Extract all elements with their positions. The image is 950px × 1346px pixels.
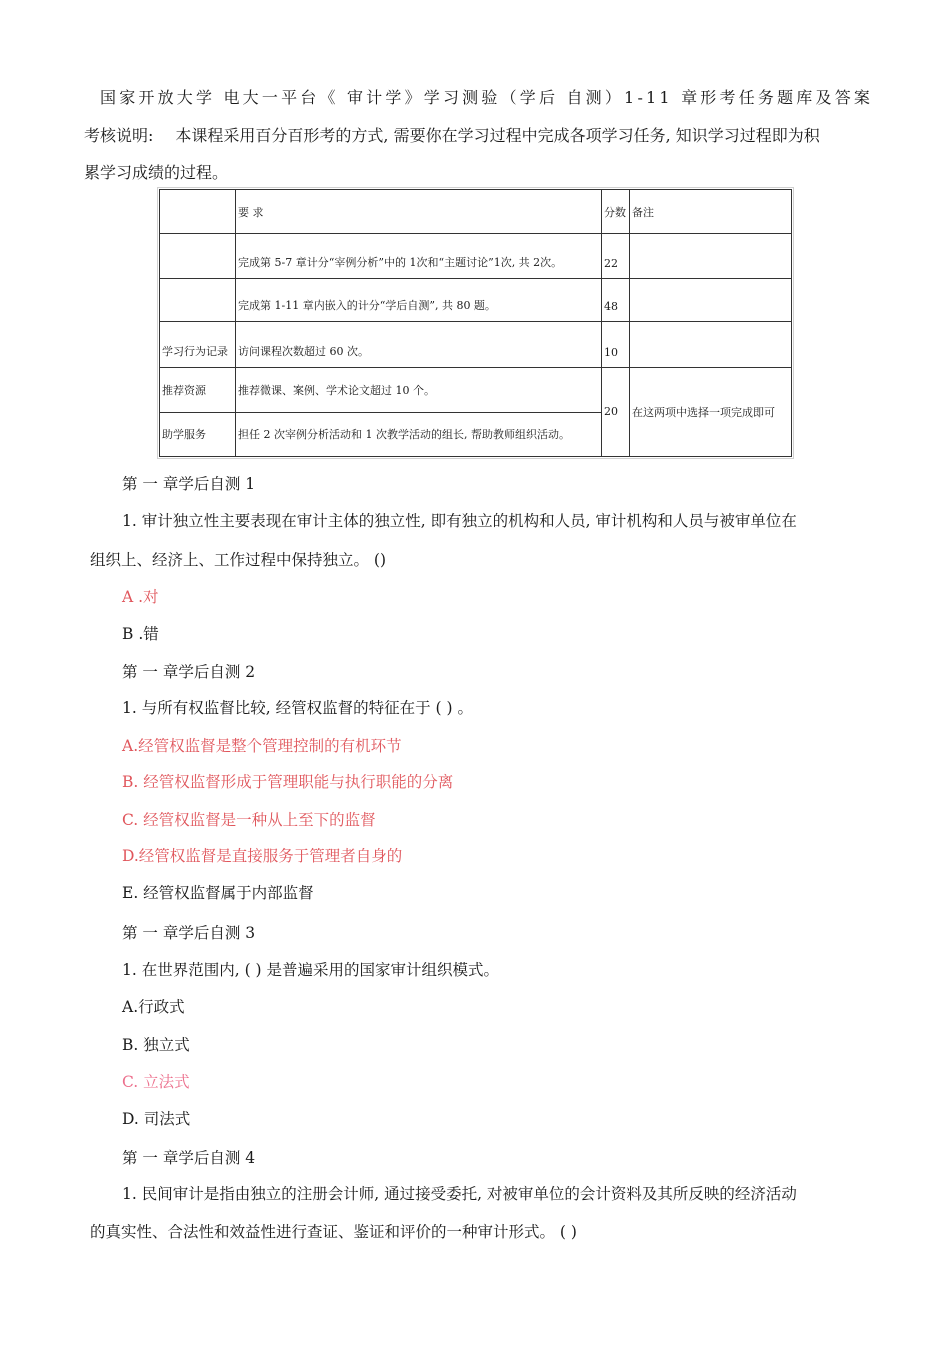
- assessment-intro-line1: [84, 123, 820, 146]
- row-requirement: 完成第 5-7 章计分“宰例分析”中的 1次和“主题讨论”1次, 共 2次。: [236, 234, 602, 279]
- table-header-score: 分数: [602, 190, 630, 234]
- assessment-intro-line2: 累学习成绩的过程。: [84, 163, 229, 182]
- section-heading: 第 一 章学后自测 1: [122, 475, 256, 493]
- answer-option: A .对: [122, 588, 159, 606]
- assessment-label: 考核说明:: [84, 126, 154, 145]
- answer-option: C. 立法式: [122, 1073, 190, 1091]
- answer-option: A.行政式: [122, 998, 185, 1016]
- document-title: 国家开放大学 电大一平台《 审计学》学习测验（学后 自测）1-11 章形考任务题库及答案: [100, 88, 874, 107]
- answer-option: A.经管权监督是整个管理控制的有机环节: [122, 737, 402, 755]
- question-text: 的真实性、合法性和效益性进行查证、鉴证和评价的一种审计形式。 ( ): [90, 1223, 577, 1241]
- question-text: 1. 与所有权监督比较, 经管权监督的特征在于 ( ) 。: [122, 699, 473, 717]
- merged-note: 在这两项中选择一项完成即可: [630, 367, 792, 456]
- row-requirement: 推荐微课、案例、学术论文超过 10 个。: [236, 367, 602, 412]
- row-note: [630, 322, 792, 367]
- merged-score: 20: [602, 367, 630, 456]
- table-header-row: [160, 190, 792, 234]
- table-header-category: [160, 190, 236, 234]
- answer-option: B. 独立式: [122, 1036, 190, 1054]
- table-row: [160, 322, 792, 367]
- row-category: [160, 234, 236, 279]
- row-requirement: 担任 2 次宰例分析活动和 1 次教学活动的组长, 帮助教师组织活动。: [236, 412, 602, 456]
- row-score: 10: [602, 322, 630, 367]
- row-category: 学习行为记录: [160, 322, 236, 367]
- row-score: 48: [602, 279, 630, 322]
- question-text: 1. 在世界范围内, ( ) 是普遍采用的国家审计组织模式。: [122, 961, 500, 979]
- row-category: 推荐资源: [160, 367, 236, 412]
- row-requirement: 完成第 1-11 章内嵌入的计分“学后自测”, 共 80 题。: [236, 279, 602, 322]
- row-requirement: 访问课程次数超过 60 次。: [236, 322, 602, 367]
- answer-option: D.经管权监督是直接服务于管理者自身的: [122, 847, 403, 865]
- answer-option: C. 经管权监督是一种从上至下的监督: [122, 811, 376, 829]
- row-note: [630, 234, 792, 279]
- question-text: 组织上、经济上、工作过程中保持独立。 (): [90, 551, 387, 569]
- answer-option: B .错: [122, 625, 159, 643]
- assessment-text: 本课程采用百分百形考的方式, 需要你在学习过程中完成各项学习任务, 知识学习过程即为积: [175, 126, 820, 145]
- section-heading: 第 一 章学后自测 3: [122, 924, 256, 942]
- row-score: 22: [602, 234, 630, 279]
- row-note: [630, 279, 792, 322]
- question-text: 1. 民间审计是指由独立的注册会计师, 通过接受委托, 对被审单位的会计资料及其所反映的经济活动: [122, 1185, 797, 1203]
- table-row: [160, 367, 792, 412]
- answer-option: D. 司法式: [122, 1110, 191, 1128]
- row-category: 助学服务: [160, 412, 236, 456]
- row-category: [160, 279, 236, 322]
- answer-option: E. 经管权监督属于内部监督: [122, 884, 314, 902]
- question-text: 1. 审计独立性主要表现在审计主体的独立性, 即有独立的机构和人员, 审计机构和人员与被审单位在: [122, 512, 797, 530]
- requirements-table: [159, 189, 792, 457]
- table-header-note: 备注: [630, 190, 792, 234]
- answer-option: B. 经管权监督形成于管理职能与执行职能的分离: [122, 773, 454, 791]
- table-header-requirement: 要 求: [236, 190, 602, 234]
- section-heading: 第 一 章学后自测 2: [122, 663, 256, 681]
- table-row: [160, 279, 792, 322]
- table-row: [160, 234, 792, 279]
- section-heading: 第 一 章学后自测 4: [122, 1149, 256, 1167]
